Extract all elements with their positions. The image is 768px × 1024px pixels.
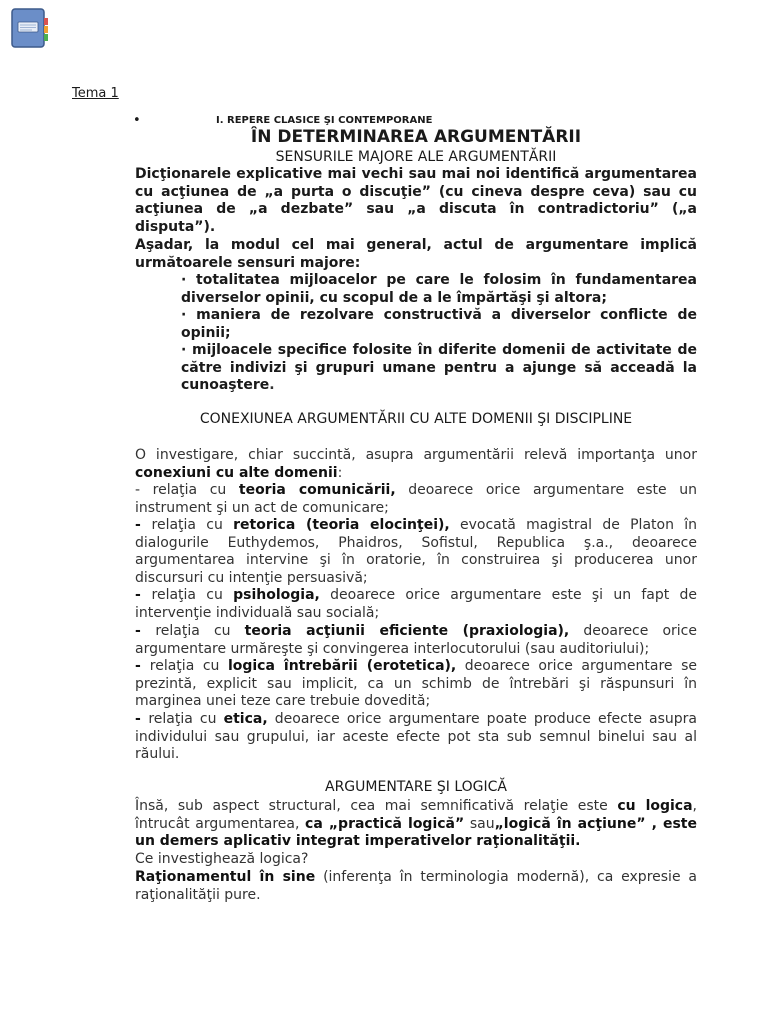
notebook-icon[interactable] [10, 8, 50, 48]
bold-run: psihologia, [233, 587, 320, 603]
bold-run: conexiuni cu alte domenii [135, 464, 338, 481]
relation-item [135, 658, 697, 711]
list-item: · totalitatea mijloacelor pe care le folosim în fundamentarea diverselor opinii, cu scopul de a le împărtăşi şi altora; [181, 272, 697, 306]
bold-run: Raţionamentul în sine [135, 869, 316, 885]
text-run: relaţia cu [149, 658, 228, 674]
bold-run: - [135, 711, 149, 727]
bold-run: - [135, 587, 152, 603]
paragraph-logica [135, 798, 697, 851]
bold-run: teoria acţiunii eficiente (praxiologia), [244, 623, 570, 639]
relation-item [135, 711, 697, 764]
text-run: deoarece orice argumentare poate produce efecte asupra individului sau grupului, iar aceste efecte pot sta sub semnul binelui sau al răului. [135, 711, 697, 763]
page-title: ÎN DETERMINAREA ARGUMENTĂRII [250, 127, 582, 147]
text-run: O investigare, chiar succintă, asupra argumentării relevă importanţa unor [135, 447, 697, 463]
text-run: relaţia cu [155, 623, 245, 639]
text-run: deoarece orice argumentare este şi un fapt de intervenţie individuală sau socială; [135, 587, 697, 621]
text-run: - relaţia cu [135, 482, 239, 498]
bold-run: ca „practică logică” [305, 815, 465, 832]
text-run: deoarece orice argumentare se prezintă, explicit sau implicit, ca un schimb de întrebări şi răspunsuri în marginea unei teze care trebuie dovedită; [135, 658, 697, 710]
paragraph-sensuri: Aşadar, la modul cel mai general, actul de argumentare implică următoarele sensuri majore: [135, 237, 697, 271]
subtitle: SENSURILE MAJORE ALE ARGUMENTĂRII [275, 149, 557, 165]
relation-item [135, 623, 697, 658]
list-item [181, 342, 697, 395]
text-run: relaţia cu [151, 587, 234, 603]
question-line: Ce investighează logica? [135, 851, 309, 867]
text-run: evocată magistral de Platon în dialogurile Euthydemos, Phaidros, Sofistul, Republica ş.a., deoarece argumentarea intervine şi în oratorie, în construirea şi producerea unor discursuri cu intenţie persuasivă; [135, 517, 697, 586]
text-run: deoarece orice argumentare este un instrument şi un act de comunicare; [135, 482, 697, 516]
list-item: · maniera de rezolvare constructivă a diverselor conflicte de opinii; [181, 307, 697, 341]
text-run: : [337, 464, 343, 481]
text-run: , întrucât argumentarea, [135, 798, 697, 832]
relation-item [135, 517, 697, 587]
bold-run: - [135, 623, 156, 639]
paragraph-rationament [135, 869, 697, 904]
text-run: (inferenţa în terminologia modernă), ca expresie a raţionalităţii pure. [135, 869, 697, 903]
text-run: Însă, sub aspect structural, cea mai semnificativă relaţie este [135, 798, 618, 814]
section-label: I. REPERE CLASICE ŞI CONTEMPORANE [216, 115, 433, 126]
bold-run: retorica (teoria elocinţei), [233, 517, 450, 533]
bold-run: „logică în acţiune” , este un demers aplicativ integrat imperativelor raţionalităţii. [135, 815, 697, 850]
tema-heading: Tema 1 [72, 86, 119, 101]
list-item-text: · mijloacele specifice folosite în diferite domenii de activitate de către indivizi şi grupuri umane pentru a ajunge să acceadă la cunoaştere [181, 342, 697, 394]
text-run: relaţia cu [151, 517, 234, 533]
bold-run: etica, [223, 711, 268, 727]
section-heading-conexiunea: CONEXIUNEA ARGUMENTĂRII CU ALTE DOMENII ŞI DISCIPLINE [199, 411, 633, 427]
bold-run: teoria comunicării, [238, 482, 396, 498]
relation-item [135, 587, 697, 622]
relation-item [135, 482, 697, 517]
bold-run: cu logica [617, 798, 693, 814]
paragraph-definitions: Dicţionarele explicative mai vechi sau mai noi identifică argumentarea cu acţiunea de „a purta o discuţie” (cu cineva despre ceva) sau cu acţiunea de „a dezbate” sau „a discuta în contradictoriu” („a disputa”). [135, 166, 697, 235]
text-run: relaţia cu [148, 711, 224, 727]
list-item-end: . [269, 377, 275, 394]
text-run: sau [464, 815, 495, 832]
bullet-marker: • [133, 113, 141, 128]
text-run: deoarece orice argumentare urmăreşte şi convingerea interlocutorului (sau auditoriului); [135, 623, 697, 657]
bold-run: - [135, 658, 150, 674]
section-heading-logica: ARGUMENTARE ŞI LOGICĂ [325, 779, 507, 795]
bold-run: - [135, 517, 152, 533]
paragraph-intro [135, 447, 697, 482]
bold-run: logica întrebării (erotetica), [227, 658, 457, 674]
